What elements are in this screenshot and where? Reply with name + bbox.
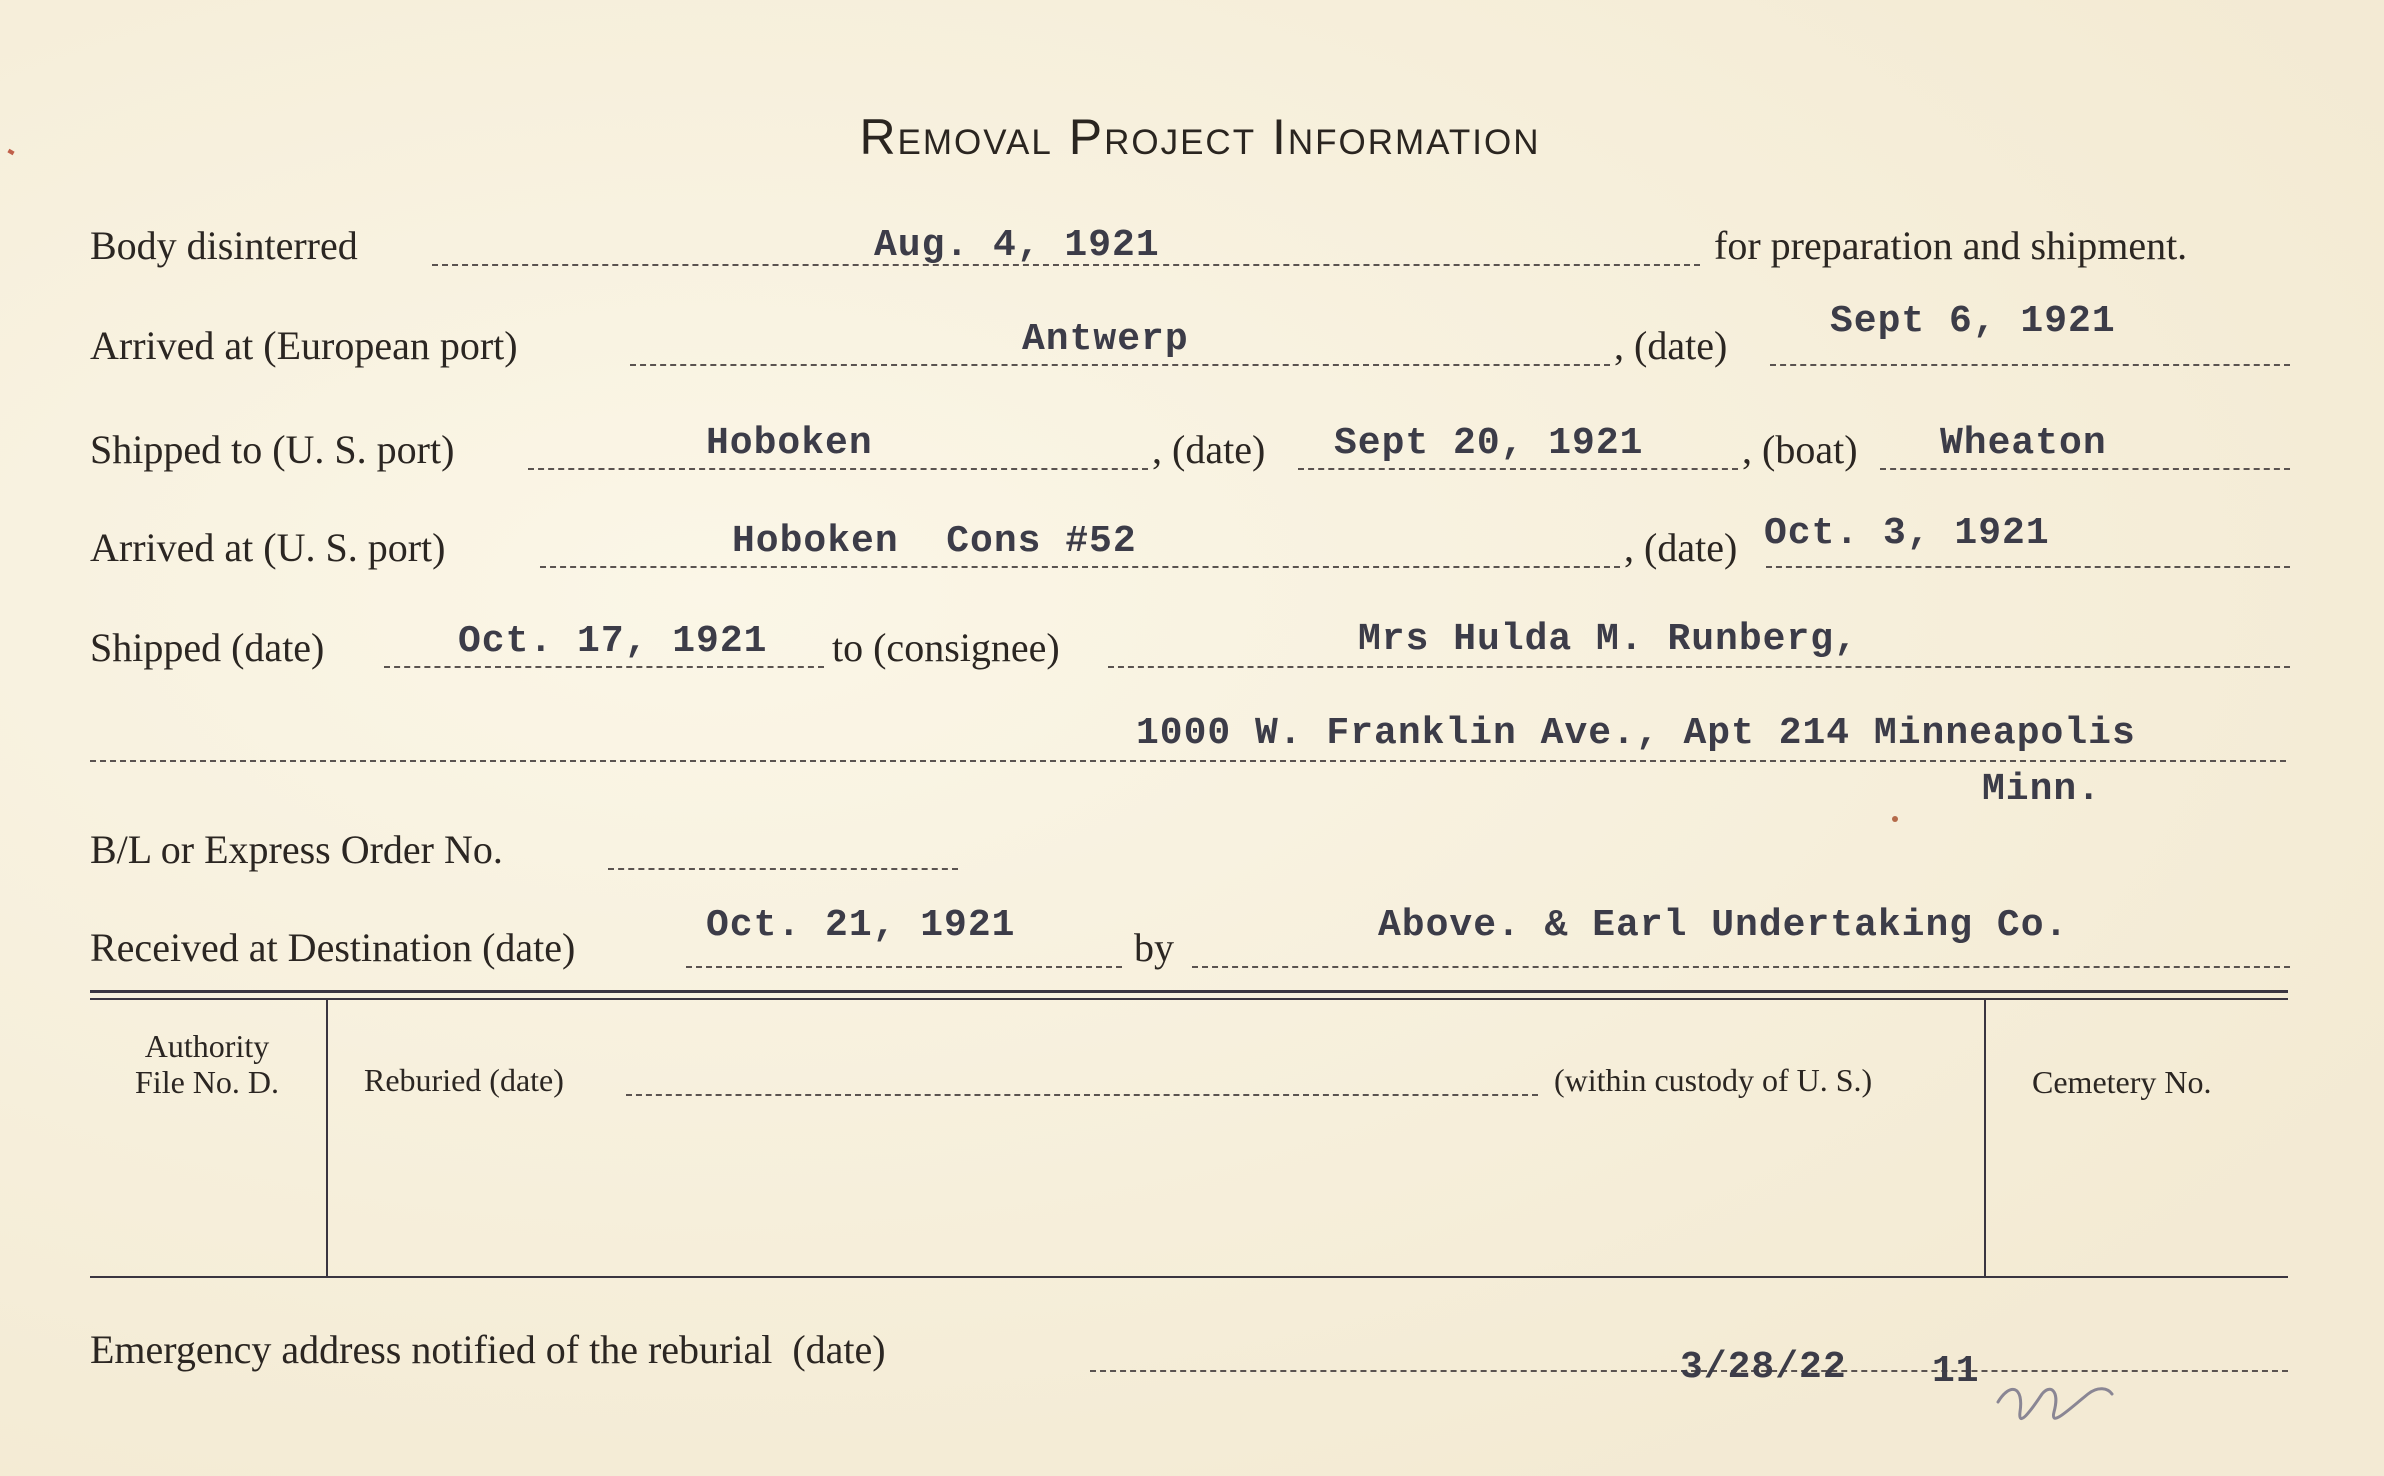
bl-express-label: B/L or Express Order No.: [90, 827, 503, 872]
shipped-date-line: [384, 666, 824, 668]
shipped-to-us-port-line: [528, 468, 1148, 470]
emergency-label: Emergency address notified of the reburial (date): [90, 1327, 886, 1372]
address-line-2: Minn.: [1982, 768, 2102, 811]
consignee-value: Mrs Hulda M. Runberg,: [1358, 618, 1858, 661]
shipped-to-us-port-boat-value: Wheaton: [1940, 422, 2107, 465]
consignee-line: [1108, 666, 2290, 668]
arrived-us-port-date-line: [1766, 566, 2290, 568]
row-body-disinterred: [0, 222, 2384, 292]
box-bottom-rule: [90, 1276, 2288, 1278]
authority-label-1: Authority: [144, 1028, 270, 1064]
form-title: Removal Project Information: [859, 109, 1541, 165]
emergency-value: 3/28/22: [1680, 1346, 1847, 1389]
received-by-line: [1192, 966, 2290, 968]
emergency-extra: 11: [1932, 1350, 1980, 1393]
shipped-date-value: Oct. 17, 1921: [458, 620, 768, 663]
arrived-european-port-label: Arrived at (European port): [90, 323, 518, 368]
arrived-us-port-date-label: , (date): [1624, 525, 1738, 570]
box-top-rule-2: [90, 998, 2288, 1000]
shipped-to-us-port-boat-line: [1880, 468, 2290, 470]
shipped-to-us-port-value: Hoboken: [706, 422, 873, 465]
shipped-to-us-port-date-label: , (date): [1152, 427, 1266, 472]
arrived-european-port-date-value: Sept 6, 1921: [1830, 300, 2116, 343]
arrived-european-port-line: [630, 364, 1610, 366]
arrived-european-port-date-line: [1770, 364, 2290, 366]
arrived-us-port-value: Hoboken Cons #52: [732, 520, 1137, 563]
arrived-us-port-line: [540, 566, 1620, 568]
row-arrived-european-port: [0, 300, 2384, 392]
received-destination-value: Oct. 21, 1921: [706, 904, 1016, 947]
body-disinterred-value: Aug. 4, 1921: [874, 224, 1160, 267]
row-consignee-address: [0, 712, 2384, 811]
arrived-us-port-label: Arrived at (U. S. port): [90, 525, 446, 570]
shipped-to-us-port-date-line: [1298, 468, 1738, 470]
arrived-european-port-value: Antwerp: [1022, 318, 1189, 361]
cemetery-label: Cemetery No.: [2032, 1064, 2212, 1100]
arrived-us-port-date-value: Oct. 3, 1921: [1764, 512, 2050, 555]
row-shipped: [0, 618, 2384, 694]
body-disinterred-suffix: for preparation and shipment.: [1714, 223, 2188, 268]
ink-dot: [1892, 816, 1898, 822]
received-by-label: by: [1134, 925, 1174, 970]
box-divider-right: [1984, 1000, 1986, 1276]
received-destination-label: Received at Destination (date): [90, 925, 576, 970]
received-by-value: Above. & Earl Undertaking Co.: [1378, 904, 2069, 947]
consignee-label: to (consignee): [832, 625, 1060, 670]
shipped-date-label: Shipped (date): [90, 625, 325, 670]
reburied-line: [626, 1094, 1538, 1096]
row-bl-express: [0, 826, 2384, 896]
row-arrived-us-port: [0, 512, 2384, 594]
shipped-to-us-port-date-value: Sept 20, 1921: [1334, 422, 1644, 465]
bl-express-line: [608, 868, 958, 870]
authority-label-2: File No. D.: [135, 1064, 279, 1100]
shipped-to-us-port-label: Shipped to (U. S. port): [90, 427, 455, 472]
address-line: [90, 760, 2286, 762]
row-shipped-to-us-port: [0, 422, 2384, 496]
shipped-to-us-port-boat-label: , (boat): [1742, 427, 1858, 472]
box-top-rule-1: [90, 990, 2288, 993]
body-disinterred-label: Body disinterred: [90, 223, 358, 268]
custody-label: (within custody of U. S.): [1554, 1062, 1873, 1098]
handwritten-initials: [1990, 1372, 2130, 1452]
box-divider-left: [326, 1000, 328, 1276]
received-destination-line: [686, 966, 1122, 968]
address-line-1: 1000 W. Franklin Ave., Apt 214 Minneapolis: [1136, 712, 2136, 755]
reburied-label: Reburied (date): [364, 1062, 564, 1098]
row-received-destination: [0, 904, 2384, 994]
arrived-european-port-date-label: , (date): [1614, 323, 1728, 368]
